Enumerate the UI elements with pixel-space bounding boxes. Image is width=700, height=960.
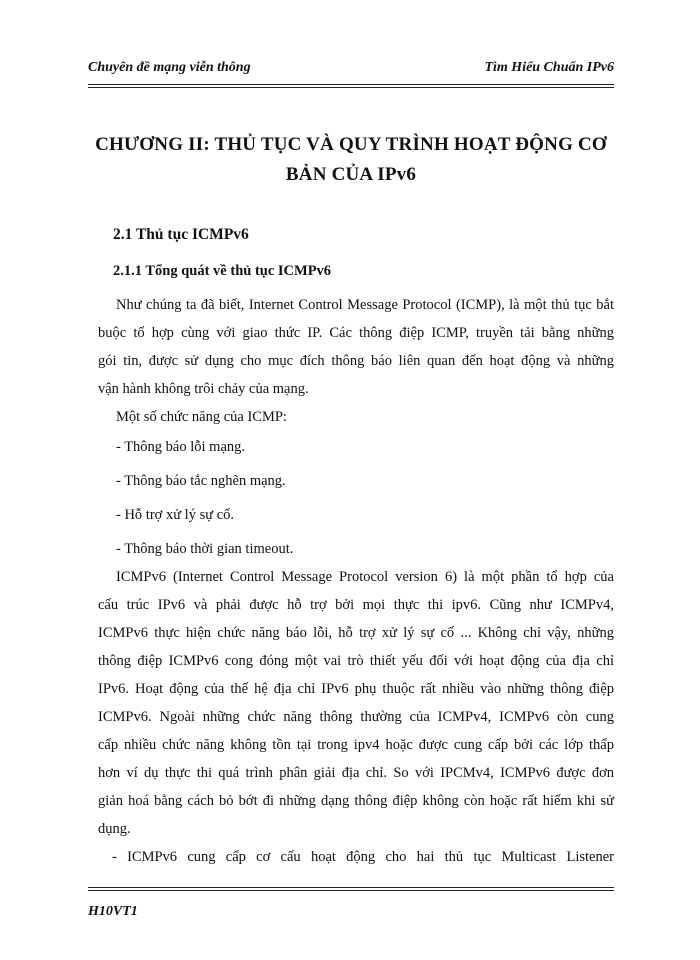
bullet-line: - ICMPv6 cung cấp cơ cấu hoạt động cho hai thủ tục Multicast Listener [112, 849, 614, 865]
function-item: - Thông báo tắc nghẽn mạng. [116, 473, 286, 489]
paragraph2-line: IPv6. Hoạt động của thế hệ địa chỉ IPv6 phụ thuộc rất nhiều vào những thông điệp [98, 681, 614, 697]
page-header [88, 60, 614, 82]
paragraph2-line: hơn ví dụ thực thi quá trình phân giải địa chỉ. So với IPCMv4, ICMPv6 được đơn [98, 765, 614, 781]
page-footer: H10VT1 [88, 904, 138, 919]
footer-rule-top [88, 887, 614, 888]
subsection-heading: 2.1.1 Tổng quát về thủ tục ICMPv6 [113, 263, 332, 279]
paragraph2-line: cấu trúc IPv6 và phải được hỗ trợ bởi mọi thực thi ipv6. Cũng như ICMPv4, [98, 597, 614, 613]
paragraph2-line: ICMPv6. Ngoài những chức năng thông thường của ICMPv4, ICMPv6 còn cung [98, 709, 614, 725]
document-body [98, 291, 614, 871]
header-rule-top [88, 84, 614, 85]
paragraph2-line: ICMPv6 (Internet Control Message Protocol version 6) là một phần tổ hợp của [116, 569, 614, 585]
chapter-title-line1: CHƯƠNG II: THỦ TỤC VÀ QUY TRÌNH HOẠT ĐỘNG CƠ [95, 134, 607, 155]
paragraph2-line: thông điệp ICMPv6 cong đóng một vai trò thiết yếu đối với hoạt động của địa chỉ [98, 653, 614, 669]
chapter-title [88, 130, 614, 190]
paragraph1-line: vận hành không trôi chảy của mạng. [98, 381, 309, 397]
header-left-text: Chuyên đề mạng viễn thông [88, 60, 251, 75]
paragraph2-line: cấp nhiều chức năng không tồn tại trong ipv4 hoặc được cung cấp bởi các lớp thấp [98, 737, 614, 753]
paragraph1-line: Như chúng ta đã biết, Internet Control Message Protocol (ICMP), là một thủ tục bắt [116, 297, 614, 313]
function-item: - Thông báo thời gian timeout. [116, 541, 294, 557]
header-right-text: Tìm Hiểu Chuẩn IPv6 [484, 60, 614, 75]
functions-intro: Một số chức năng của ICMP: [116, 409, 287, 425]
paragraph2-line: ICMPv6 thực hiện chức năng báo lỗi, hỗ trợ xử lý sự cố ... Không chỉ vậy, những [98, 625, 614, 641]
paragraph2-line: dụng. [98, 821, 131, 837]
paragraph1-line: buộc tổ hợp cùng với giao thức IP. Các thông điệp ICMP, truyền tải bằng những [98, 325, 614, 341]
section-heading: 2.1 Thủ tục ICMPv6 [113, 226, 249, 243]
footer-rule-bottom [88, 890, 614, 891]
paragraph2-line: giản hoá bằng cách bỏ bớt đi những dạng thông điệp không còn hoặc rất hiếm khi sử [98, 793, 614, 809]
chapter-title-line2: BẢN CỦA IPv6 [285, 164, 417, 185]
header-rule-bottom [88, 87, 614, 88]
function-item: - Thông báo lỗi mạng. [116, 439, 246, 455]
paragraph1-line: gói tin, được sử dụng cho mục đích thông báo liên quan đến hoạt động và những [98, 353, 614, 369]
function-item: - Hỗ trợ xử lý sự cố. [116, 507, 235, 523]
